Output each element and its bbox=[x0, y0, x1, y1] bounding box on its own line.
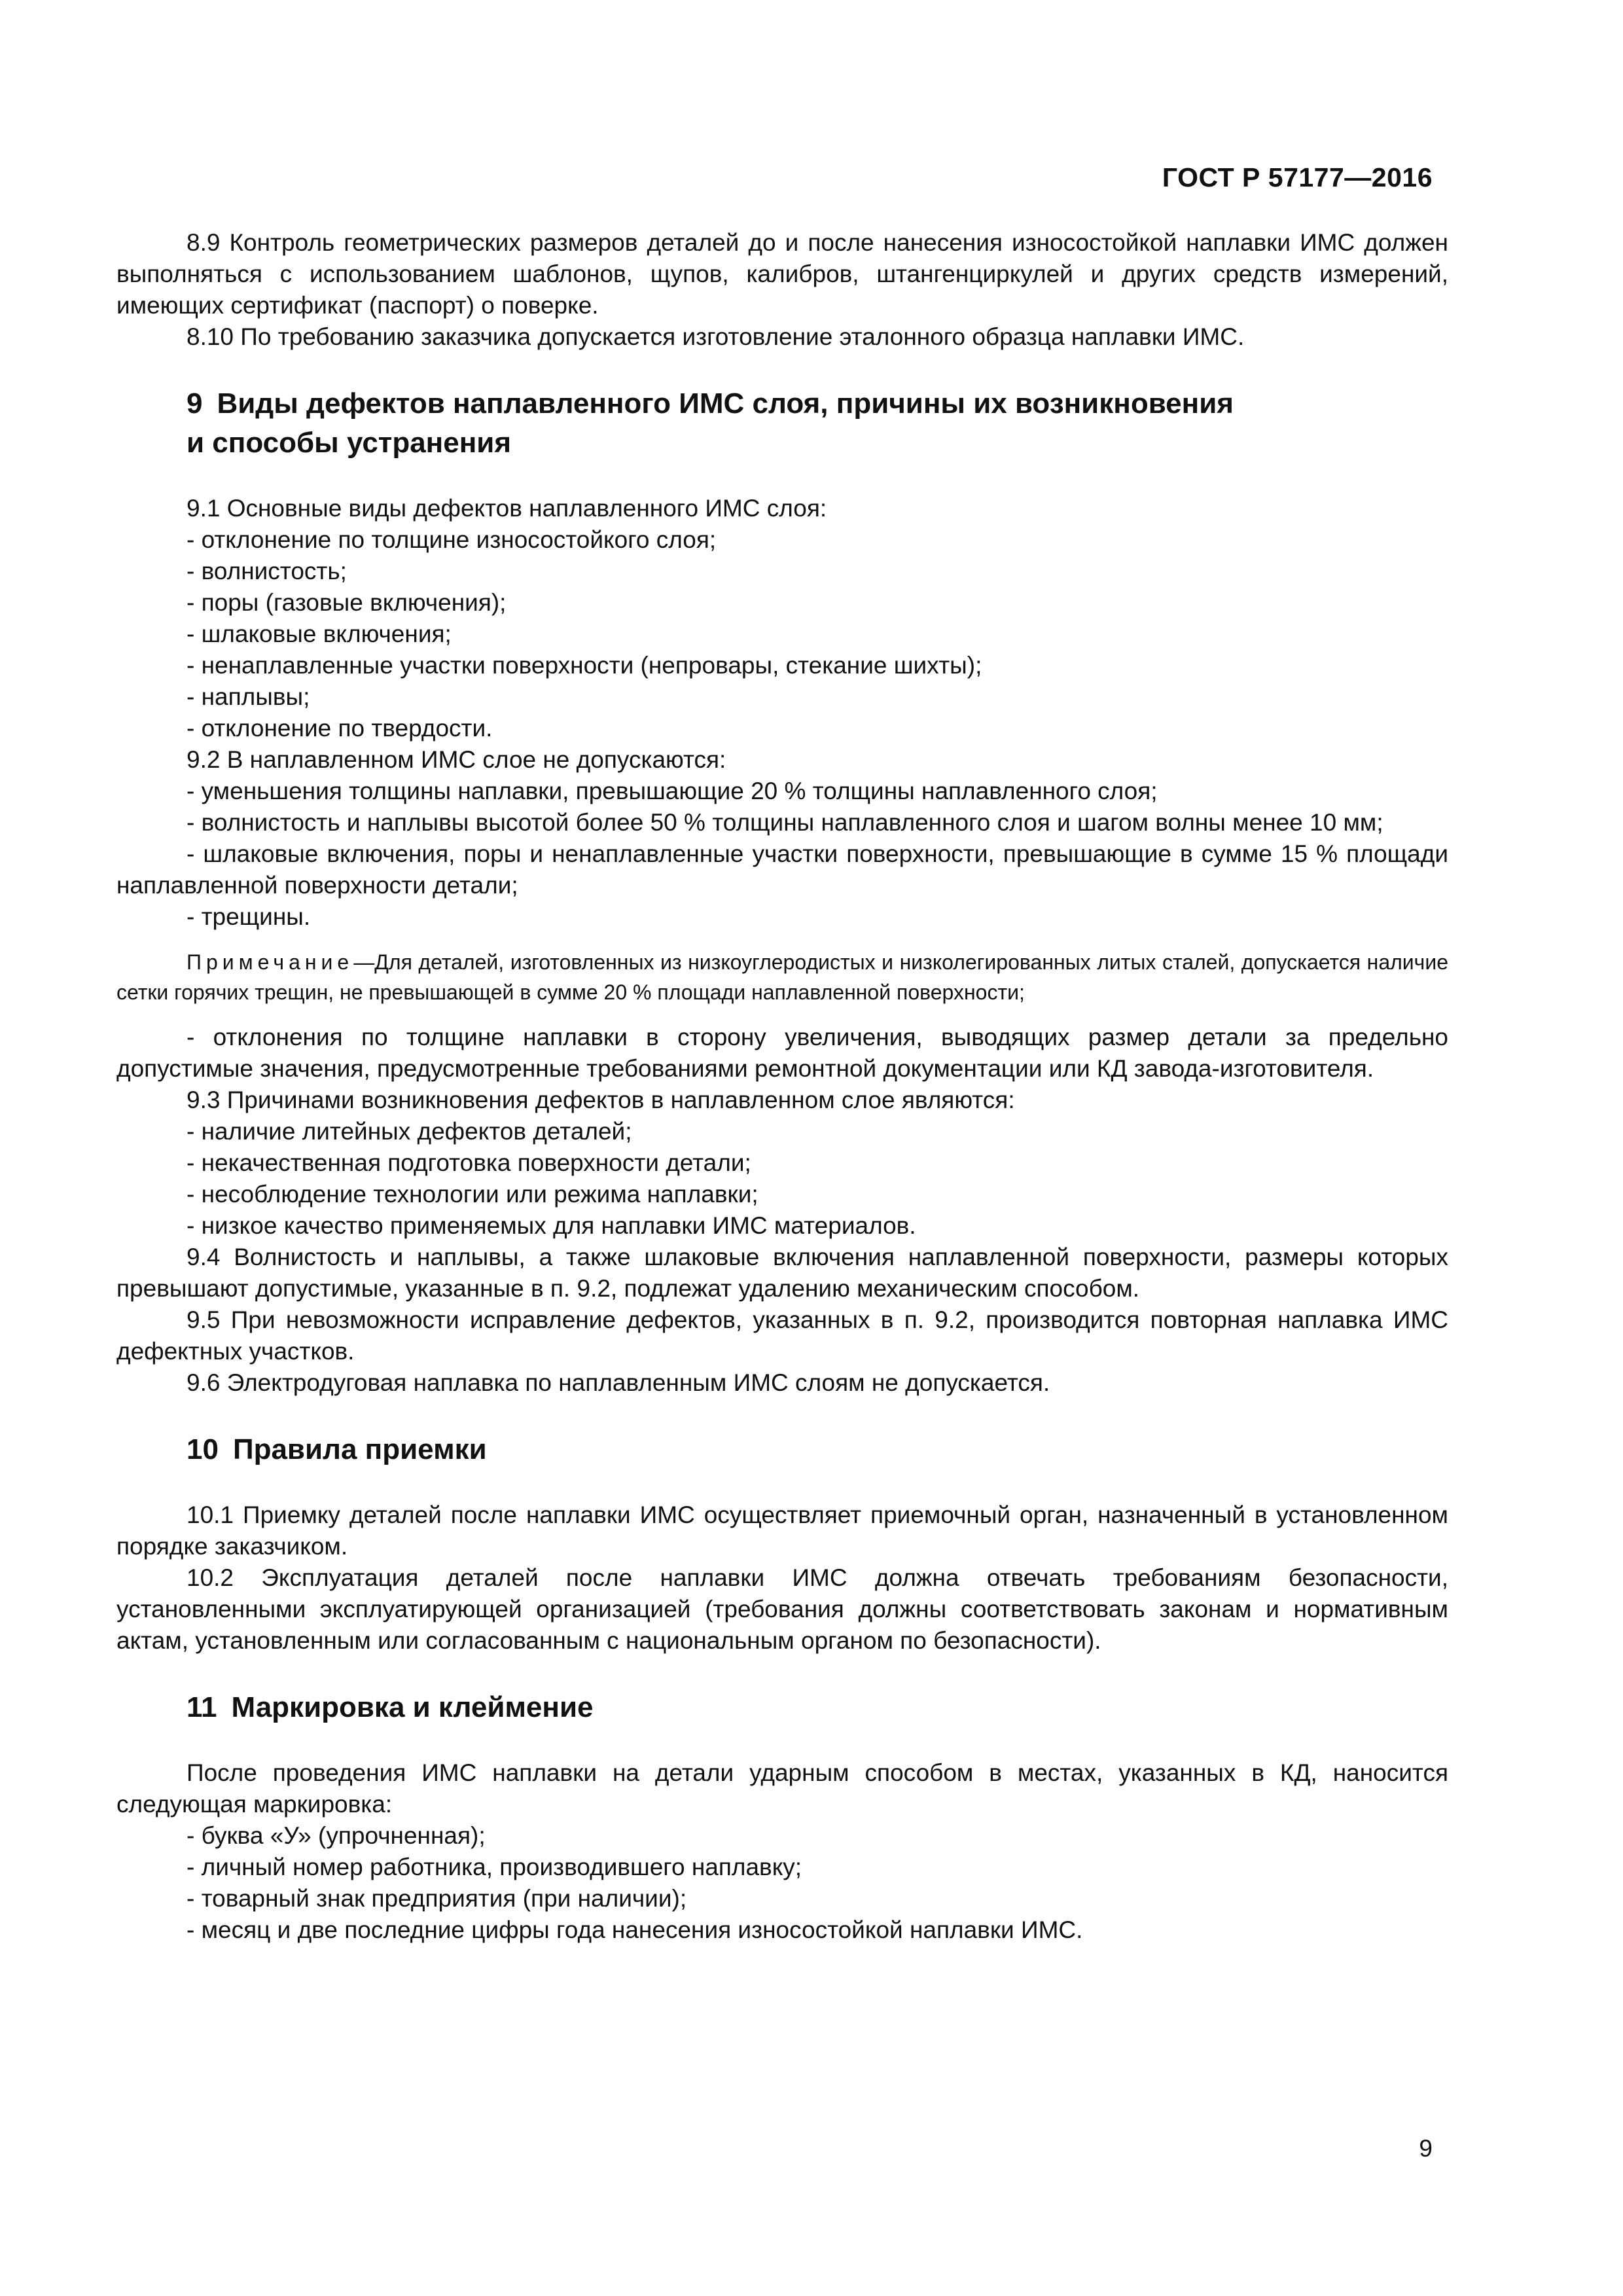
section-11-number: 11 bbox=[187, 1691, 217, 1723]
list-item: - низкое качество применяемых для наплавки ИМС материалов. bbox=[187, 1212, 916, 1239]
list-item: - месяц и две последние цифры года нанесения износостойкой наплавки ИМС. bbox=[187, 1916, 1083, 1943]
list-item: - наличие литейных дефектов деталей; bbox=[187, 1118, 632, 1145]
list-item: - буква «У» (упрочненная); bbox=[187, 1822, 486, 1849]
list-item: - товарный знак предприятия (при наличии); bbox=[187, 1885, 687, 1912]
page-number: 9 bbox=[1419, 2135, 1433, 2162]
list-item: - отклонение по твердости. bbox=[187, 715, 493, 742]
section-9-title-line2: и способы устранения bbox=[187, 427, 512, 459]
section-11-heading bbox=[116, 1688, 1448, 1727]
paragraph-10-1: 10.1 Приемку деталей после наплавки ИМС осуществляет приемочный орган, назначенный в установленном порядке заказчиком. bbox=[116, 1501, 1448, 1560]
paragraph-10-2: 10.2 Эксплуатация деталей после наплавки ИМС должна отвечать требованиям безопасности, установленными эксплуатирующей организацией (требования должны соответствовать законам и нормативным актам, установленным или согласованным с национальным органом по безопасности). bbox=[116, 1564, 1448, 1654]
list-item: - несоблюдение технологии или режима наплавки; bbox=[187, 1181, 758, 1208]
document-body bbox=[116, 227, 1448, 1946]
section-9-heading bbox=[116, 384, 1448, 463]
list-item: - шлаковые включения; bbox=[187, 620, 452, 647]
list-item: - поры (газовые включения); bbox=[187, 589, 507, 616]
section-11-title: Маркировка и клеймение bbox=[231, 1691, 594, 1723]
list-item: - наплывы; bbox=[187, 683, 310, 710]
list-item: - трещины. bbox=[187, 903, 311, 930]
paragraph-9-2: 9.2 В наплавленном ИМС слое не допускаются: bbox=[187, 746, 726, 773]
list-item: - ненаплавленные участки поверхности (непровары, стекание шихты); bbox=[187, 652, 982, 679]
list-item: - личный номер работника, производившего наплавку; bbox=[187, 1854, 802, 1880]
paragraph-11-intro: После проведения ИМС наплавки на детали ударным способом в местах, указанных в КД, наносится следующая маркировка: bbox=[116, 1759, 1448, 1818]
list-item: - волнистость; bbox=[187, 558, 347, 584]
paragraph-8-10: 8.10 По требованию заказчика допускается изготовление эталонного образца наплавки ИМС. bbox=[187, 323, 1245, 350]
list-item: - шлаковые включения, поры и ненаплавленные участки поверхности, превышающие в сумме 15 % площади наплавленной поверхности детали; bbox=[116, 840, 1448, 899]
section-9-number: 9 bbox=[187, 387, 203, 420]
note-label: Примечание bbox=[187, 950, 354, 974]
paragraph-9-5: 9.5 При невозможности исправление дефектов, указанных в п. 9.2, производится повторная наплавка ИМС дефектных участков. bbox=[116, 1306, 1448, 1365]
section-10-title: Правила приемки bbox=[232, 1433, 487, 1465]
list-item: - волнистость и наплывы высотой более 50 % толщины наплавленного слоя и шагом волны менее 10 мм; bbox=[187, 809, 1383, 836]
paragraph-9-3: 9.3 Причинами возникновения дефектов в наплавленном слое являются: bbox=[187, 1086, 1015, 1113]
section-10-number: 10 bbox=[187, 1433, 219, 1465]
section-9-title-line1: Виды дефектов наплавленного ИМС слоя, причины их возникновения bbox=[217, 387, 1234, 420]
list-item: - уменьшения толщины наплавки, превышающие 20 % толщины наплавленного слоя; bbox=[187, 778, 1158, 804]
section-10-heading bbox=[116, 1430, 1448, 1469]
paragraph-9-4: 9.4 Волнистость и наплывы, а также шлаковые включения наплавленной поверхности, размеры которых превышают допустимые, указанные в п. 9.2, подлежат удалению механическим способом. bbox=[116, 1244, 1448, 1302]
note bbox=[116, 947, 1448, 1007]
list-item: - некачественная подготовка поверхности детали; bbox=[187, 1149, 751, 1176]
paragraph-9-6: 9.6 Электродуговая наплавка по наплавленным ИМС слоям не допускается. bbox=[187, 1369, 1050, 1396]
paragraph-8-9: 8.9 Контроль геометрических размеров деталей до и после нанесения износостойкой наплавки ИМС должен выполняться с использованием шаблонов, щупов, калибров, штангенциркулей и других средств измерений, имеющих сертификат (паспорт) о поверке. bbox=[116, 229, 1448, 319]
list-item: - отклонение по толщине износостойкого слоя; bbox=[187, 526, 717, 553]
note-text: —Для деталей, изготовленных из низкоуглеродистых и низколегированных литых сталей, допускается наличие сетки горячих трещин, не превышающей в сумме 20 % площади наплавленной поверхности; bbox=[116, 950, 1448, 1004]
document-code: ГОСТ Р 57177—2016 bbox=[1162, 162, 1433, 192]
list-item: - отклонения по толщине наплавки в сторону увеличения, выводящих размер детали за предельно допустимые значения, предусмотренные требованиями ремонтной документации или КД завода-изготовителя. bbox=[116, 1024, 1448, 1082]
paragraph-9-1: 9.1 Основные виды дефектов наплавленного ИМС слоя: bbox=[187, 495, 827, 522]
